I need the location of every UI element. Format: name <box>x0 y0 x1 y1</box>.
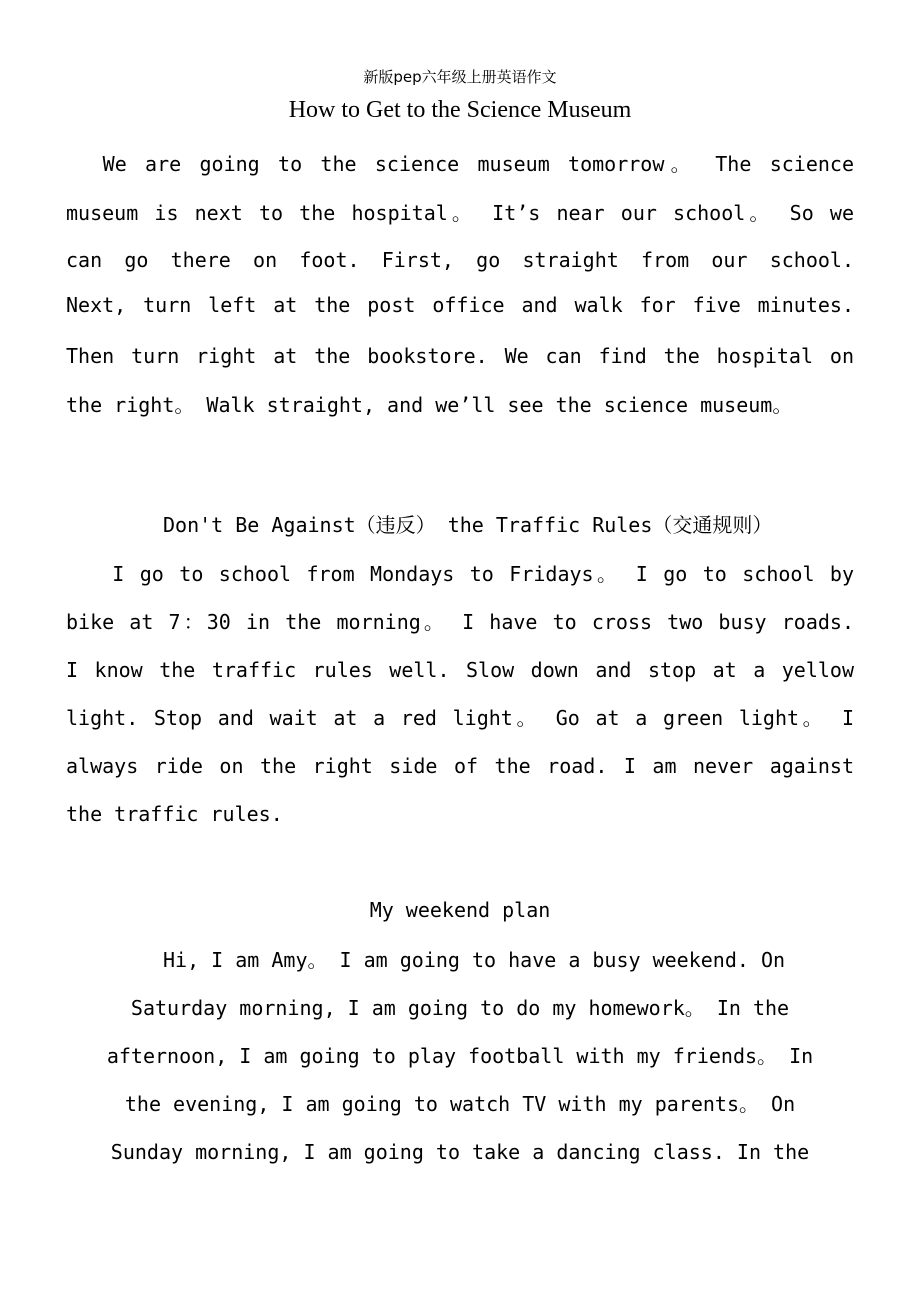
essay1-line: Next, turn left at the post office and walk for five minutes. <box>66 293 854 317</box>
essay2-line: light. Stop and wait at a red light。 Go at a green light。 I <box>66 706 854 730</box>
essay2-title: Don't Be Against（违反） the Traffic Rules（交通规则） <box>163 513 773 537</box>
essay1-line: museum is next to the hospital。 It’s near our school。 So we <box>66 201 854 225</box>
essay1-line: can go there on foot. First, go straight from our school. <box>66 248 854 272</box>
essay3-line: Sunday morning, I am going to take a dancing class. In the <box>110 1140 810 1164</box>
essay3-line: afternoon, I am going to play football with my friends。 In <box>106 1044 814 1068</box>
essay3-title: My weekend plan <box>369 898 551 922</box>
essay2-line: I know the traffic rules well. Slow down and stop at a yellow <box>66 658 854 682</box>
essay1-line: We are going to the science museum tomorrow。 The science <box>66 152 854 176</box>
essay3-line: Hi, I am Amy。 I am going to have a busy weekend. On <box>163 948 786 972</box>
essay1-line: Then turn right at the bookstore. We can find the hospital on <box>66 344 854 368</box>
essay2-line: I go to school from Mondays to Fridays。 I go to school by <box>66 562 855 586</box>
essay2-line: always ride on the right side of the road. I am never against <box>66 754 854 778</box>
essay1-title: How to Get to the Science Museum <box>288 97 632 123</box>
essay1-line: the right。 Walk straight, and we’ll see the science museum。 <box>66 393 793 417</box>
essay3-line: the evening, I am going to watch TV with my parents。 On <box>124 1092 796 1116</box>
essay3-line: Saturday morning, I am going to do my homework。 In the <box>130 996 790 1020</box>
page-header: 新版pep六年级上册英语作文 <box>363 68 557 86</box>
essay2-line: bike at 7：30 in the morning。 I have to cross two busy roads. <box>66 610 854 634</box>
essay2-line: the traffic rules. <box>66 802 283 826</box>
